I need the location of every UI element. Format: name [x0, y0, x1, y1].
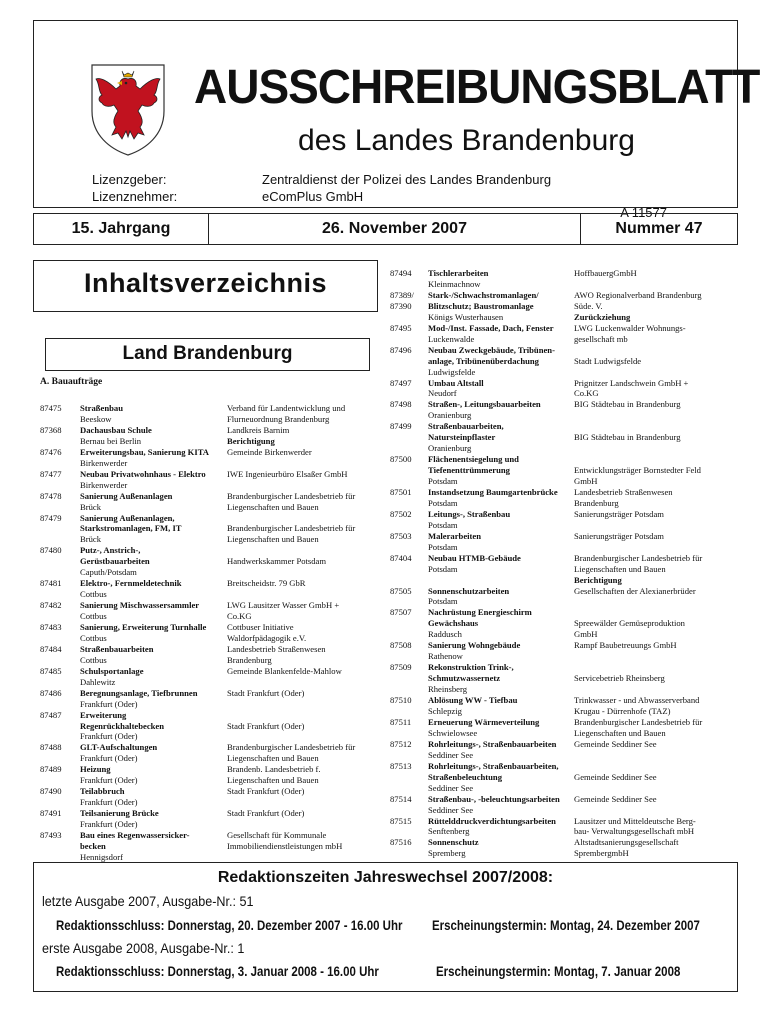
- entry-client: HoffbauergGmbH: [574, 268, 637, 278]
- entry-place: Brück: [80, 501, 102, 512]
- entry-place: Frankfurt (Oder): [80, 797, 138, 808]
- entry-client: Brandenburgischer Landesbetrieb für: [227, 490, 356, 501]
- entry-client: Berichtigung: [227, 435, 275, 446]
- editorial-schedule-box: [33, 862, 738, 992]
- entry-number: 87515: [390, 815, 412, 826]
- entry-title: Straßen-, Leitungsbauarbeiten: [428, 399, 541, 410]
- entry-title: Rohrleitungs-, Straßenbauarbeiten: [428, 738, 557, 749]
- entry-title: Rohrleitungs-, Straßenbauarbeiten,: [428, 760, 559, 771]
- entry-number: 87488: [40, 742, 62, 753]
- issue-year: 15. Jahrgang: [34, 214, 209, 244]
- entry-client: Liegenschaften und Bauen: [227, 753, 319, 764]
- entry-title: Sonnenschutz: [428, 837, 479, 848]
- entry-number: 87507: [390, 607, 412, 618]
- entry-client: BIG Städtebau in Brandenburg: [574, 432, 681, 443]
- entry-client: Stadt Frankfurt (Oder): [227, 808, 305, 819]
- entry-client: Gemeinde Birkenwerder: [227, 446, 312, 457]
- entry-number: 87404: [390, 552, 412, 563]
- entry-client: Liegenschaften und Bauen: [574, 727, 666, 738]
- entry-client: Waldorfpädagogik e.V.: [227, 632, 307, 643]
- publication-subtitle: des Landes Brandenburg: [298, 124, 635, 157]
- entry-number: 87483: [40, 622, 62, 632]
- entry-place: Potsdam: [428, 519, 458, 530]
- entry-title: Sanierung, Erweiterung Turnhalle: [80, 622, 207, 632]
- entry-client: Trinkwasser - und Abwasserverband: [574, 695, 700, 706]
- entry-client: GmbH: [574, 629, 598, 640]
- entry-title: Instandsetzung Baumgartenbrücke: [428, 487, 558, 497]
- entry-title: Tiefenenttrümmerung: [428, 465, 510, 476]
- entry-place: Rheinsberg: [428, 684, 467, 695]
- entry-place: Königs Wusterhausen: [428, 311, 504, 322]
- issue-bar: [33, 213, 738, 245]
- entry-client: Breitscheidstr. 79 GbR: [227, 578, 306, 589]
- entry-client: Sanierungsträger Potsdam: [574, 508, 664, 519]
- region-heading-box: [45, 338, 370, 371]
- entry-number: 87500: [390, 454, 412, 465]
- entry-title: Teilsanierung Brücke: [80, 808, 159, 819]
- entry-title: Rüttelddruckverdichtungsarbeiten: [428, 815, 556, 826]
- entry-title: Starkstromanlagen, FM, IT: [80, 523, 182, 534]
- entry-client: gesellschaft mb: [574, 333, 628, 344]
- entry-place: Brück: [80, 534, 102, 545]
- entry-client: Brandenburg: [227, 654, 272, 665]
- entry-place: Cottbus: [80, 632, 107, 643]
- entry-client: Berichtigung: [574, 574, 622, 585]
- entry-number: 87508: [390, 640, 412, 651]
- entry-number: 87389/: [390, 289, 414, 300]
- entry-client: Co.KG: [227, 611, 252, 622]
- entry-title: Natursteinpflaster: [428, 432, 496, 443]
- entry-title: Sanierung Außenanlagen: [80, 490, 173, 501]
- entry-number: 87487: [40, 709, 62, 720]
- entry-title: Neubau Zweckgebäude, Tribünen-: [428, 344, 555, 355]
- entry-client: Verband für Landentwicklung und: [227, 403, 346, 413]
- entry-client: Gesellschaften der Alexianerbrüder: [574, 585, 696, 596]
- entry-place: Seddiner See: [428, 782, 474, 793]
- schedule-deadline-2008: Redaktionsschluss: Donnerstag, 3. Januar 2008 - 16.00 Uhr: [56, 963, 379, 979]
- entry-client: Spreewälder Gemüseproduktion: [574, 618, 685, 629]
- entry-title: Gerüstbauarbeiten: [80, 556, 150, 567]
- entry-number: 87482: [40, 600, 62, 611]
- entry-client: Brandenb. Landesbetrieb f.: [227, 764, 321, 775]
- entry-title: Elektro-, Fernmeldetechnik: [80, 578, 182, 589]
- entry-title: Erneuerung Wärmeverteilung: [428, 716, 540, 727]
- entry-client: Prignitzer Landschwein GmbH +: [574, 377, 689, 388]
- entry-title: Straßenbeleuchtung: [428, 771, 503, 782]
- entry-place: Potsdam: [428, 497, 458, 508]
- entry-place: Cottbus: [80, 654, 107, 665]
- entry-title: Straßenbau: [80, 403, 123, 413]
- entry-title: Rekonstruktion Trink-,: [428, 662, 514, 673]
- entry-number: 87476: [40, 446, 62, 457]
- entry-client: bau- Verwaltungsgesellschaft mbH: [574, 826, 695, 837]
- entry-place: Birkenwerder: [80, 457, 128, 468]
- entry-title: Straßenbauarbeiten: [80, 643, 154, 654]
- entry-client: Liegenschaften und Bauen: [574, 563, 666, 574]
- entry-client: Entwicklungsträger Bornstedter Feld: [574, 465, 701, 476]
- entry-title: Putz-, Anstrich-,: [80, 545, 141, 556]
- entry-title: Flächenentsiegelung und: [428, 454, 519, 465]
- entry-client: Stadt Frankfurt (Oder): [227, 687, 305, 698]
- entry-title: Neubau Privatwohnhaus - Elektro: [80, 468, 206, 479]
- entry-place: Frankfurt (Oder): [80, 819, 138, 830]
- toc-heading-box: [33, 260, 378, 312]
- entry-client: Gemeinde Seddiner See: [574, 738, 657, 749]
- entry-number: 87481: [40, 578, 62, 589]
- entry-title: Mod-/Inst. Fassade, Dach, Fenster: [428, 322, 554, 333]
- entry-client: Flurneuordnung Brandenburg: [227, 413, 330, 424]
- issue-number: Nummer 47: [615, 220, 703, 237]
- entry-title: anlage, Tribünenüberdachung: [428, 355, 539, 366]
- entry-number: 87480: [40, 545, 62, 556]
- entry-title: Gewächshaus: [428, 618, 479, 629]
- entry-place: Dahlewitz: [80, 676, 116, 687]
- entry-number: 87493: [40, 830, 62, 841]
- entry-client: Brandenburgischer Landesbetrieb für: [574, 716, 703, 727]
- entry-client: Handwerkskammer Potsdam: [227, 556, 327, 567]
- entry-place: Potsdam: [428, 563, 458, 574]
- entry-place: Frankfurt (Oder): [80, 775, 138, 786]
- publication-title: AUSSCHREIBUNGSBLATT: [194, 58, 760, 114]
- entry-client: Rampf Baubetreuungs GmbH: [574, 640, 677, 651]
- entry-client: GmbH: [574, 476, 598, 487]
- licensor-value: Zentraldienst der Polizei des Landes Brandenburg: [262, 172, 552, 187]
- entry-title: Sanierung Mischwassersammler: [80, 600, 200, 611]
- entry-number: 87498: [390, 399, 412, 410]
- entry-title: Neubau HTMB-Gebäude: [428, 552, 521, 563]
- entry-client: Gemeinde Seddiner See: [574, 771, 657, 782]
- entry-number: 87484: [40, 643, 62, 654]
- entry-number: 87491: [40, 808, 62, 819]
- entry-client: Co.KG: [574, 388, 599, 399]
- schedule-issue-2007: letzte Ausgabe 2007, Ausgabe-Nr.: 51: [42, 893, 254, 909]
- entry-number: 87486: [40, 687, 62, 698]
- entry-title: Heizung: [80, 764, 111, 775]
- entry-title: Erweiterungsbau, Sanierung KITA: [80, 446, 210, 457]
- entry-number: 87509: [390, 662, 412, 673]
- entry-place: Hennigsdorf: [80, 851, 123, 862]
- entry-title: Bau eines Regenwassersicker-: [80, 830, 190, 841]
- entry-client: Krugau - Dürrenhofe (TAZ): [574, 705, 671, 716]
- entry-place: Seddiner See: [428, 804, 474, 815]
- entry-client: Brandenburgischer Landesbetrieb für: [227, 742, 356, 753]
- entry-number: 87501: [390, 487, 412, 497]
- entry-place: Beeskow: [80, 413, 112, 424]
- entry-client: Immobiliendienstleistungen mbH: [227, 840, 343, 851]
- entry-title: Sanierung Außenanlagen,: [80, 512, 175, 523]
- entry-place: Potsdam: [428, 596, 458, 607]
- entry-number: 87503: [390, 530, 412, 541]
- entry-client: BIG Städtebau in Brandenburg: [574, 399, 681, 410]
- entry-title: Umbau Altstall: [428, 377, 484, 388]
- entry-title: Beregnungsanlage, Tiefbrunnen: [80, 687, 198, 698]
- entry-title: Tischlerarbeiten: [428, 268, 489, 278]
- entry-client: Liegenschaften und Bauen: [227, 534, 319, 545]
- entry-number: 87502: [390, 508, 412, 519]
- entry-place: Ludwigsfelde: [428, 366, 476, 377]
- entry-title: Stark-/Schwachstromanlagen/: [428, 289, 539, 300]
- entry-client: Sanierungsträger Potsdam: [574, 530, 664, 541]
- entry-place: Schwielowsee: [428, 727, 478, 738]
- entry-client: Altstadtsanierungsgesellschaft: [574, 837, 679, 848]
- entry-client: Gesellschaft für Kommunale: [227, 830, 327, 841]
- entry-client: Liegenschaften und Bauen: [227, 775, 319, 786]
- entry-place: Frankfurt (Oder): [80, 698, 138, 709]
- entry-number: 87477: [40, 468, 62, 479]
- entry-title: Erweiterung: [80, 709, 127, 720]
- entry-title: Malerarbeiten: [428, 530, 481, 541]
- entry-place: Schlepzig: [428, 705, 462, 716]
- entry-client: AWO Regionalverband Brandenburg: [574, 289, 702, 300]
- entry-number: 87516: [390, 837, 412, 848]
- entry-client: Landesbetrieb Straßenwesen: [574, 487, 673, 497]
- schedule-publication-2008: Erscheinungstermin: Montag, 7. Januar 2008: [436, 963, 681, 979]
- entry-title: Teilabbruch: [80, 786, 125, 797]
- entry-client: Stadt Ludwigsfelde: [574, 355, 642, 366]
- entry-client: Brandenburgischer Landesbetrieb für: [227, 523, 356, 534]
- entry-client: IWE Ingenieurbüro Elsaßer GmbH: [227, 468, 348, 479]
- entry-number: 87499: [390, 421, 412, 432]
- entry-place: Spremberg: [428, 848, 466, 859]
- entry-title: Blitzschutz; Baustromanlage: [428, 300, 534, 311]
- entry-client: Cottbuser Initiative: [227, 622, 294, 632]
- entry-place: Cottbus: [80, 589, 107, 600]
- entry-number: 87510: [390, 695, 412, 706]
- entry-client: Liegenschaften und Bauen: [227, 501, 319, 512]
- entry-title: Straßenbau-, -beleuchtungsarbeiten: [428, 793, 560, 804]
- entry-client: Servicebetrieb Rheinsberg: [574, 673, 665, 684]
- entry-client: Gemeinde Blankenfelde-Mahlow: [227, 665, 342, 676]
- entry-place: Senftenberg: [428, 826, 470, 837]
- entry-place: Oranienburg: [428, 443, 472, 454]
- entry-place: Potsdam: [428, 541, 458, 552]
- entry-client: Brandenburg: [574, 497, 619, 508]
- entry-number: 87496: [390, 344, 412, 355]
- entry-number: 87495: [390, 322, 412, 333]
- entry-title: Dachausbau Schule: [80, 424, 152, 435]
- entry-client: Gemeinde Seddiner See: [574, 793, 657, 804]
- entry-client: Lausitzer und Mitteldeutsche Berg-: [574, 815, 696, 826]
- entry-title: Ablösung WW - Tiefbau: [428, 695, 518, 706]
- entry-title: Regenrückhaltebecken: [80, 720, 165, 731]
- entry-number: 87475: [40, 403, 62, 413]
- entry-place: Luckenwalde: [428, 333, 475, 344]
- entry-number: 87368: [40, 424, 62, 435]
- entry-client: Landkreis Barnim: [227, 424, 290, 435]
- region-title: Land Brandenburg: [122, 343, 293, 364]
- entry-place: Kleinmachnow: [428, 278, 481, 289]
- entry-place: Raddusch: [428, 629, 462, 640]
- licensee-value: eComPlus GmbH: [262, 189, 364, 204]
- entry-place: Cottbus: [80, 611, 107, 622]
- entry-number: 87511: [390, 716, 412, 727]
- entry-number: 87497: [390, 377, 412, 388]
- entry-place: Frankfurt (Oder): [80, 753, 138, 764]
- brandenburg-eagle-icon: [86, 61, 170, 157]
- entry-place: Frankfurt (Oder): [80, 731, 138, 742]
- entry-number: 87513: [390, 760, 412, 771]
- entry-place: Caputh/Potsdam: [80, 567, 137, 578]
- entry-place: Neudorf: [428, 388, 457, 399]
- entry-title: Straßenbauarbeiten,: [428, 421, 504, 432]
- section-heading: A. Bauaufträge: [40, 377, 103, 387]
- schedule-issue-2008: erste Ausgabe 2008, Ausgabe-Nr.: 1: [42, 940, 245, 956]
- entry-client: Landesbetrieb Straßenwesen: [227, 643, 326, 654]
- entry-title: Schulsportanlage: [80, 665, 144, 676]
- masthead: [33, 20, 760, 220]
- entry-title: Sonnenschutzarbeiten: [428, 585, 510, 596]
- schedule-deadline-2007: Redaktionsschluss: Donnerstag, 20. Dezember 2007 - 16.00 Uhr: [56, 917, 403, 933]
- entry-number: 87489: [40, 764, 62, 775]
- entry-number: 87485: [40, 665, 62, 676]
- entry-client: SprembergmbH: [574, 848, 629, 859]
- entry-number: 87505: [390, 585, 412, 596]
- entry-number: 87479: [40, 512, 62, 523]
- entry-title: Schmutzwassernetz: [428, 673, 501, 684]
- issue-code: A 11577: [620, 205, 667, 220]
- entry-title: Leitungs-, Straßenbau: [428, 508, 511, 519]
- entry-client: Stadt Frankfurt (Oder): [227, 720, 305, 731]
- entry-client: Stadt Frankfurt (Oder): [227, 786, 305, 797]
- entry-place: Oranienburg: [428, 410, 472, 421]
- entry-title: GLT-Aufschaltungen: [80, 742, 158, 753]
- entry-place: Birkenwerder: [80, 479, 128, 490]
- entry-place: Rathenow: [428, 651, 463, 662]
- licensor-label: Lizenzgeber:: [92, 172, 167, 187]
- schedule-title: Redaktionszeiten Jahreswechsel 2007/2008:: [217, 869, 554, 886]
- entry-title: Sanierung Wohngebäude: [428, 640, 521, 651]
- entry-client: LWG Lausitzer Wasser GmbH +: [227, 600, 340, 611]
- issue-date: 26. November 2007: [209, 214, 581, 244]
- entry-number: 87494: [390, 268, 412, 278]
- schedule-publication-2007: Erscheinungstermin: Montag, 24. Dezember 2007: [432, 917, 700, 933]
- entry-number: 87390: [390, 300, 412, 311]
- entry-title: Nachrüstung Energieschirm: [428, 607, 532, 618]
- entry-number: 87514: [390, 793, 412, 804]
- entry-number: 87490: [40, 786, 62, 797]
- entry-client: LWG Luckenwalder Wohnungs-: [574, 322, 686, 333]
- entry-client: Süde. V.: [574, 300, 603, 311]
- entry-title: becken: [80, 840, 106, 851]
- entry-number: 87512: [390, 738, 412, 749]
- entry-place: Bernau bei Berlin: [80, 435, 142, 446]
- entry-client: Brandenburgischer Landesbetrieb für: [574, 552, 703, 563]
- entry-place: Potsdam: [428, 476, 458, 487]
- entry-client: Zurückziehung: [574, 311, 631, 322]
- toc-title: Inhaltsverzeichnis: [83, 268, 328, 298]
- entry-number: 87478: [40, 490, 62, 501]
- entry-place: Seddiner See: [428, 749, 474, 760]
- licensee-label: Lizenznehmer:: [92, 189, 178, 204]
